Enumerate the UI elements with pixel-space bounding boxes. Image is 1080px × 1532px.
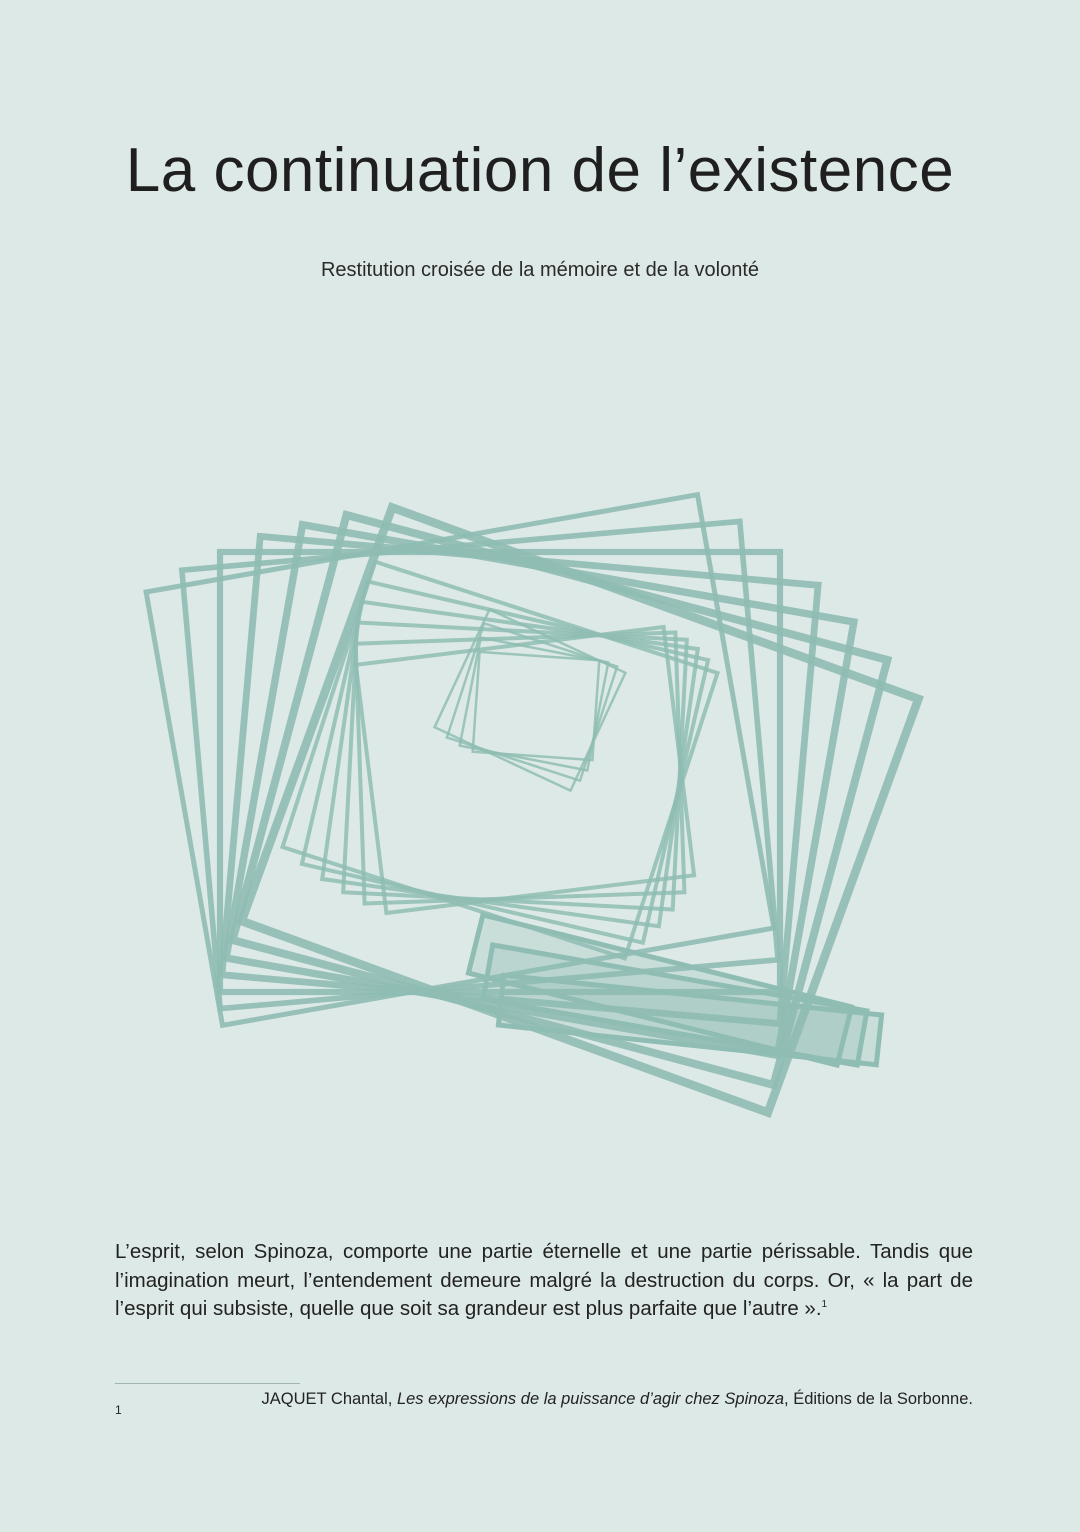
rotating-squares-illustration-icon <box>100 380 980 1160</box>
footnote-publisher: , Éditions de la Sorbonne. <box>784 1390 973 1408</box>
footnote-citation <box>262 1390 973 1409</box>
footnote-divider <box>115 1383 300 1384</box>
inner-frame <box>460 638 609 771</box>
footnote-work-title: Les expressions de la puissance d’agir chez Spinoza <box>396 1390 785 1408</box>
body-paragraph <box>115 1238 973 1324</box>
footnote-author: JAQUET Chantal, <box>261 1390 397 1408</box>
footnote-reference: 1 <box>821 1299 828 1311</box>
body-text: L’esprit, selon Spinoza, comporte une partie éternelle et une partie périssable. Tandis que l’imagination meurt, l’entendement demeure malgré la destruction du corps. Or, « la part de l’esprit qui subsiste, quelle que soit sa grandeur est plus parfaite que l’autre ». <box>115 1240 973 1320</box>
page-title: La continuation de l’existence <box>125 136 955 205</box>
footnote-number: 1 <box>115 1403 122 1417</box>
page-subtitle: Restitution croisée de la mémoire et de la volonté <box>320 259 759 281</box>
inner-frame <box>473 652 600 760</box>
